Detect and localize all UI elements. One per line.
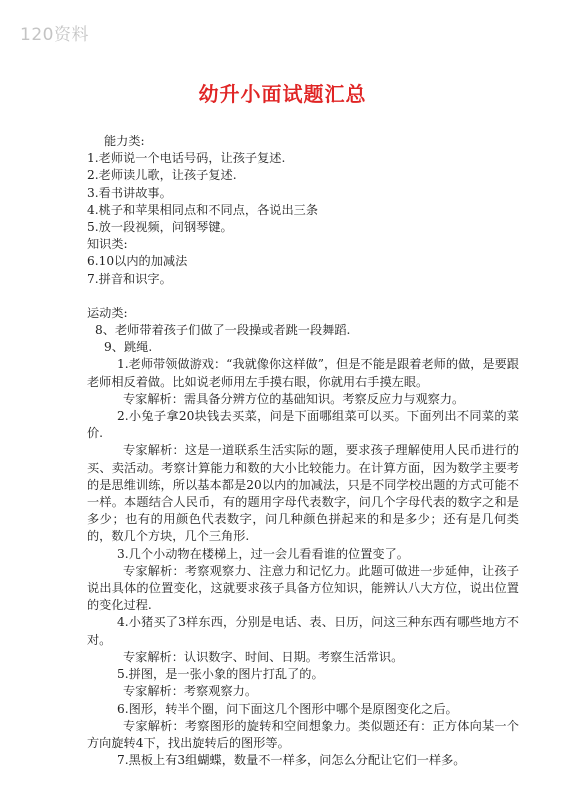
list-item: 3.看书讲故事。 xyxy=(87,185,172,200)
question-4: 4.小猪买了3样东西，分别是电话、表、日历，问这三种东西有哪些地方不对。 xyxy=(87,615,519,647)
list-item: 7.拼音和识字。 xyxy=(87,271,172,286)
section-heading-knowledge: 知识类: xyxy=(87,237,128,252)
list-item: 4.桃子和苹果相同点和不同点，各说出三条 xyxy=(87,202,319,217)
analysis-3: 专家解析：考察观察力、注意力和记忆力。此题可做进一步延伸，让孩子说出具体的位置变化，这就要求孩子具备方位知识，能辨认八大方位，说出位置的变化过程. xyxy=(87,563,519,613)
question-6: 6.图形，转半个圈，问下面这几个图形中哪个是原图变化之后。 xyxy=(117,701,458,716)
watermark: 120资料 xyxy=(20,25,89,45)
list-item: 6.10以内的加减法 xyxy=(87,254,188,269)
list-item: 9、跳绳. xyxy=(104,340,153,355)
question-1: 1.老师带领做游戏：“我就像你这样做”，但是不能是跟着老师的做，是要跟老师相反着做。比如说老师用左手摸右眼，你就用右手摸左眼。 xyxy=(87,357,519,389)
analysis-2: 专家解析：这是一道联系生活实际的题，要求孩子理解使用人民币进行的买、卖活动。考察计算能力和数的大小比较能力。在计算方面，因为数学主要考的是思维训练，所以基本都是20以内的加减法，只是不同学校出题的方式可能不一样。本题结合人民币，有的题用字母代表数字，问几个字母代表的数字之和是多少；也有的用颜色代表数字，问几种颜色拼起来的和是多少；还有是几何类的，数几个方块，几个三角形. xyxy=(87,443,519,544)
spacer xyxy=(87,288,519,305)
section-heading-ability: 能力类: xyxy=(104,134,145,148)
question-5: 5.拼图，是一张小象的图片打乱了的。 xyxy=(117,667,324,682)
question-2: 2.小兔子拿20块钱去买菜，问是下面哪组菜可以买。下面列出不同菜的菜价. xyxy=(87,409,519,441)
list-item: 2.老师读儿歌，让孩子复述. xyxy=(87,168,237,183)
question-3: 3.几个小动物在楼梯上，过一会儿看看谁的位置变了。 xyxy=(117,546,409,561)
analysis-4: 专家解析：认识数字、时间、日期。考察生活常识。 xyxy=(123,649,404,664)
list-item: 5.放一段视频，问钢琴键。 xyxy=(87,220,233,235)
section-heading-sports: 运动类: xyxy=(87,305,128,320)
question-7: 7.黑板上有3组蝴蝶，数量不一样多，问怎么分配让它们一样多。 xyxy=(117,753,466,768)
list-item: 8、老师带着孩子们做了一段操或者跳一段舞蹈. xyxy=(95,323,351,338)
analysis-5: 专家解析：考察观察力。 xyxy=(123,684,258,699)
page-title: 幼升小面试题汇总 xyxy=(198,82,367,106)
list-item: 1.老师说一个电话号码，让孩子复述. xyxy=(87,151,286,166)
analysis-6: 专家解析：考察图形的旋转和空间想象力。类似题还有：正方体向某一个方向旋转4下，找出旋转后的图形等。 xyxy=(87,718,519,750)
document-body xyxy=(87,133,519,769)
analysis-1: 专家解析：需具备分辨方位的基础知识。考察反应力与观察力。 xyxy=(123,391,465,406)
